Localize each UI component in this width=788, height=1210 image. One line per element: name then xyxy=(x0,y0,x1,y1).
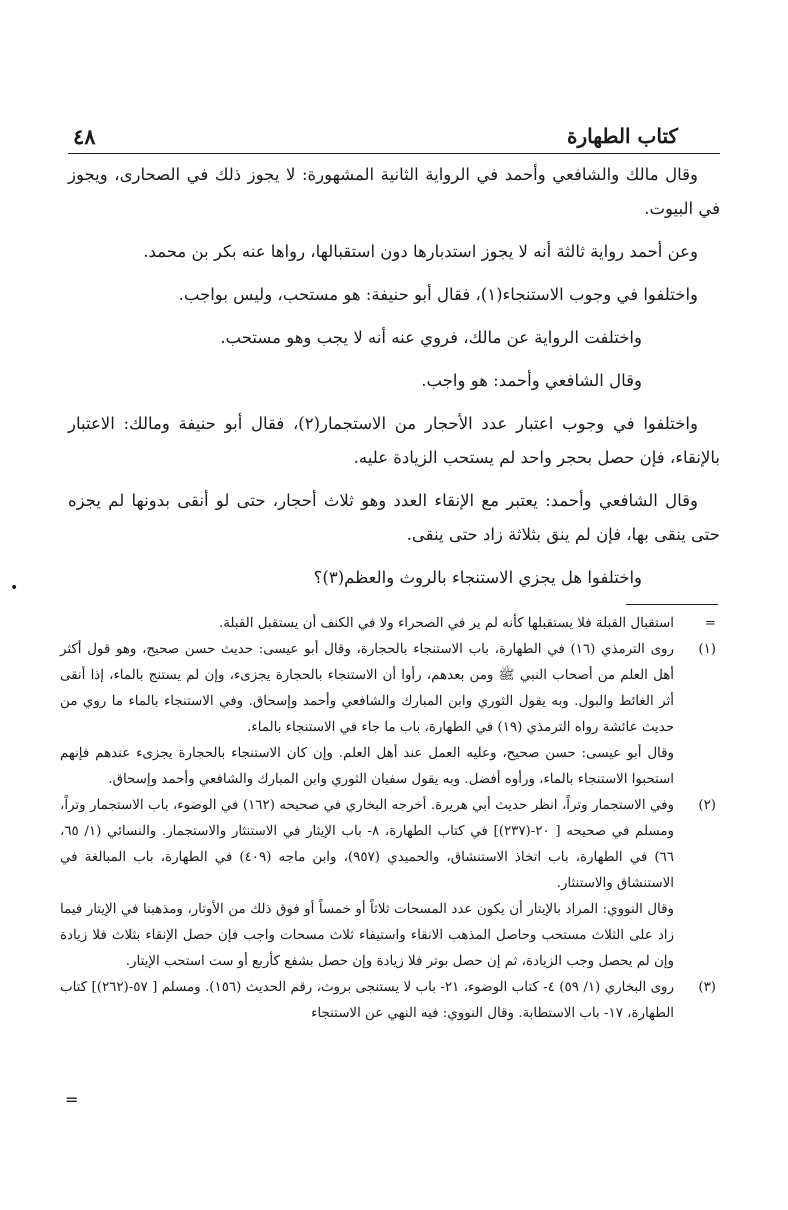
footnotes xyxy=(60,611,726,1027)
body-paragraph: وعن أحمد رواية ثالثة أنه لا يجوز استدبارها دون استقبالها، رواها عنه بكر بن محمد. xyxy=(143,242,698,261)
running-title: كتاب الطهارة xyxy=(567,124,678,148)
page-number: ٤٨ xyxy=(73,124,96,149)
body-paragraph: واختلفوا هل يجزي الاستنجاء بالروث والعظم(٣)؟ xyxy=(313,568,642,587)
footnote-text: روى الترمذي (١٦) في الطهارة، باب الاستنجاء بالحجارة، وقال أبو عيسى: حديث حسن صحيح، وهو قول أكثر أهل العلم من أصحاب النبي ﷺ ومن بعدهم، رأوا أن الاستنجاء بالحجارة يجزىء، وإن لم يستنج بالماء، إذا أنقى أثر الغائط والبول. وبه يقول الثوري وابن المبارك والشافعي وأحمد وإسحاق. وفي الاستنجاء بالماء ما روي من حديث عائشة رواه الترمذي (١٩) في الطهارة، باب ما جاء في الاستنجاء بالماء. xyxy=(60,642,674,735)
body-paragraph: واختلفوا في وجوب اعتبار عدد الأحجار من الاستجمار(٢)، فقال أبو حنيفة ومالك: الاعتبار بالإنقاء، فإن حصل بحجر واحد لم يستحب الزيادة عليه. xyxy=(68,414,720,467)
footnote-continuation xyxy=(60,611,726,637)
main-text xyxy=(68,158,720,604)
body-paragraph: وقال الشافعي وأحمد: يعتبر مع الإنقاء العدد وهو ثلاث أحجار، حتى لو أنقى بدونها لم يجزه حتى ينقى بها، فإن لم ينق بثلاثة زاد حتى ينقى. xyxy=(68,491,720,544)
body-paragraph: وقال مالك والشافعي وأحمد في الرواية الثانية المشهورة: لا يجوز ذلك في الصحارى، ويجوز في البيوت. xyxy=(68,165,720,218)
footnote-text: وقال النووي: المراد بالإيتار أن يكون عدد المسحات ثلاثاً أو خمساً أو فوق ذلك من الأوتار، ومذهبنا في الإيتار فيما زاد على الثلاث مستحب وحاصل المذهب الانقاء واستيفاء ثلاث مسحات واجب فإن حصل الإنقاء بثلاث فلا زيادة وإن لم يحصل وجب الزيادة، ثم إن حصل بوتر فلا زيادة وإن حصل بشفع كأربع أو ست استحب الإيتار. xyxy=(60,902,674,969)
footnote-text: وقال أبو عيسى: حسن صحيح، وعليه العمل عند أهل العلم. وإن كان الاستنجاء بالحجارة يجزىء عندهم فإنهم استحبوا الاستنجاء بالماء، ورأوه أفضل. وبه يقول سفيان الثوري وابن المبارك والشافعي وأحمد وإسحاق. xyxy=(60,746,674,787)
body-paragraph: واختلفت الرواية عن مالك، فروي عنه أنه لا يجب وهو مستحب. xyxy=(220,328,642,347)
footnote-number: (١) xyxy=(698,642,716,657)
page-header xyxy=(70,120,678,156)
header-rule xyxy=(68,153,720,154)
footnote-text: استقبال القبلة فلا يستقبلها كأنه لم ير في الصحراء ولا في الكنف أن يستقبل القبلة. xyxy=(219,616,674,631)
footnote-number: (٢) xyxy=(698,798,716,813)
footnote-2 xyxy=(60,793,726,897)
footnote-1 xyxy=(60,637,726,741)
body-paragraph: واختلفوا في وجوب الاستنجاء(١)، فقال أبو حنيفة: هو مستحب، وليس بواجب. xyxy=(178,285,698,304)
margin-dot: • xyxy=(10,580,19,596)
continuation-mark: = xyxy=(704,616,716,631)
footnote-number: (٣) xyxy=(698,980,716,995)
footnote-text: وفي الاستجمار وتراً، انظر حديث أبي هريرة. أخرجه البخاري في صحيحه (١٦٢) في الوضوء، باب الاستجمار وتراً، ومسلم في صحيحه [ ٢٠-(٢٣٧)] في كتاب الطهارة، ٨- باب الإيثار في الاستنثار والاستجمار. والنسائي (١/ ٦٥، ٦٦) في الطهارة، باب اتخاذ الاستنشاق، والحميدي (٩٥٧)، وابن ماجه (٤٠٩) في الطهارة، باب المبالغة في الاستنشاق والاستنثار. xyxy=(60,798,674,891)
footnote-rule xyxy=(626,604,718,605)
body-paragraph: وقال الشافعي وأحمد: هو واجب. xyxy=(421,371,642,390)
footnote-3 xyxy=(60,975,726,1027)
next-page-mark: = xyxy=(65,1090,79,1109)
footnote-text: روى البخاري (١/ ٥٩) ٤- كتاب الوضوء، ٢١- باب لا يستنجى بروث، رقم الحديث (١٥٦). ومسلم [ ٥٧-(٢٦٢)] كتاب الطهارة، ١٧- باب الاستطابة. وقال النووي: فيه النهي عن الاستنجاء xyxy=(60,980,674,1021)
